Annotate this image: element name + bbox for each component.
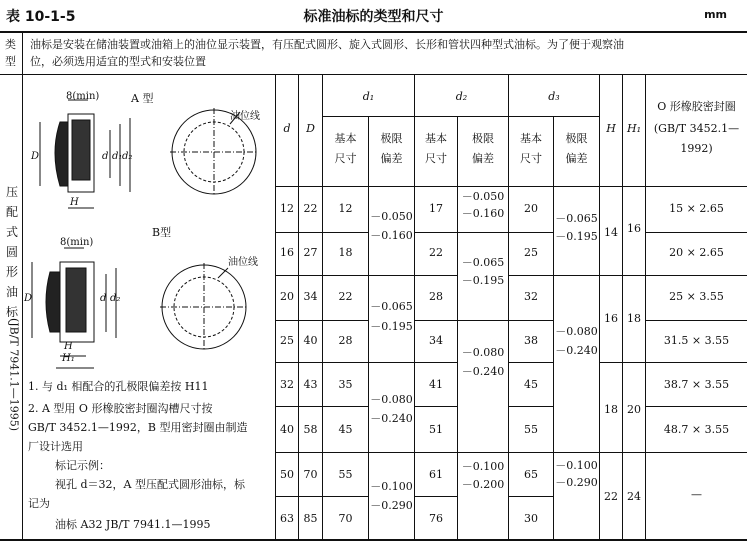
hdr-sub-rule-d1 (322, 116, 599, 117)
d3-tol-lower: －0.240 (555, 344, 598, 357)
cell-d2: 17 (429, 202, 443, 215)
oil-gauge-drawings (20, 82, 280, 382)
col-rule (622, 74, 623, 540)
row-rule (645, 362, 747, 363)
note-line: GB/T 3452.1—1992，B 型用密封圈由制造 (28, 421, 248, 434)
cell-oring: 25 × 3.55 (669, 290, 724, 303)
row-rule (276, 275, 322, 276)
side-label-char: 式 (5, 225, 18, 239)
dim-label-H1-b: H₁ (62, 353, 75, 364)
col-header-d2: d₂ (455, 90, 468, 103)
note-line: 油标 A32 JB/T 7941.1—1995 (55, 518, 211, 531)
row-rule (645, 275, 747, 276)
cell-d3: 65 (524, 468, 538, 481)
row-rule (508, 452, 553, 453)
cell-oring: 20 × 2.65 (669, 246, 724, 259)
cell-H: 18 (604, 403, 618, 416)
type-label-2: 型 (5, 55, 16, 68)
row-rule (276, 362, 322, 363)
cell-d3: 32 (524, 290, 538, 303)
row-rule (322, 452, 368, 453)
row-rule (645, 320, 747, 321)
cell-d2: 34 (429, 334, 443, 347)
cell-d: 12 (280, 202, 294, 215)
cell-D: 40 (303, 334, 318, 347)
row-rule (276, 320, 322, 321)
col-rule (457, 116, 458, 540)
row-rule (508, 320, 553, 321)
note-line: 视孔 d＝32，A 型压配式圆形油标，标 (55, 478, 245, 491)
cell-d3: 20 (524, 202, 538, 215)
d1-tol-lower: －0.240 (370, 412, 413, 425)
note-line: 厂设计选用 (28, 440, 83, 453)
sub-header-basic: 基本 (334, 132, 357, 145)
row-rule (508, 232, 553, 233)
dim-label-d-b: d (100, 293, 107, 304)
hdr-bottom-rule (276, 186, 747, 187)
cell-d: 40 (280, 423, 294, 436)
cell-D: 27 (303, 246, 318, 259)
row-rule (276, 452, 322, 453)
cell-D: 43 (303, 378, 318, 391)
d1-tol-lower: －0.290 (370, 499, 413, 512)
page-title: 标准油标的类型和尺寸 (303, 9, 444, 25)
cell-H1: 18 (627, 312, 641, 325)
cell-H1: 20 (627, 403, 641, 416)
cell-H1: 16 (627, 222, 641, 235)
d1-tol-upper: －0.050 (370, 210, 413, 223)
sub-header-limit: 偏差 (380, 152, 403, 165)
side-label-char: 压 (5, 185, 18, 199)
cell-d3: 25 (524, 246, 538, 259)
d2-tol-lower: －0.240 (461, 365, 505, 378)
group-rule (457, 232, 508, 233)
side-label-char: 油 (5, 285, 18, 299)
dim-label-D-b: D (24, 293, 33, 304)
col-header-d3: d₃ (548, 90, 560, 103)
d2-tol-upper: －0.080 (461, 346, 505, 359)
type-label-1: 类 (5, 38, 16, 51)
dim-label-d1: d₁ (112, 151, 123, 162)
group-rule (553, 452, 599, 453)
sub-header-basic: 基本 (425, 132, 447, 145)
side-label-standard: (JB/T 7941.1—1995) (7, 317, 21, 432)
cell-d3: 38 (524, 334, 538, 347)
dim-label-min: 8(min) (66, 91, 100, 102)
d3-tol-lower: －0.290 (555, 476, 598, 489)
cell-oring: 31.5 × 3.55 (663, 334, 730, 347)
col-header-H1: H₁ (626, 122, 641, 135)
cell-H: 16 (604, 312, 618, 325)
dim-label-d2-b: d₂ (110, 293, 121, 304)
sub-header-basic: 基本 (520, 132, 542, 145)
row-rule (414, 496, 457, 497)
cell-d3: 55 (524, 423, 538, 436)
cell-d: 20 (280, 290, 294, 303)
d3-tol-upper: －0.100 (555, 459, 598, 472)
top-rule (0, 31, 747, 33)
row-rule (414, 320, 457, 321)
oil-line-label-b: 油位线 (228, 257, 258, 268)
row-rule (414, 362, 457, 363)
cell-d2: 51 (429, 423, 443, 436)
unit-label: mm (704, 8, 727, 21)
cell-D: 34 (303, 290, 318, 303)
note-line: 标记示例： (55, 459, 110, 472)
table-number: 表 10-1-5 (6, 9, 76, 25)
cell-oring: 38.7 × 3.55 (663, 378, 730, 391)
col-header-oring: (GB/T 3452.1— (653, 122, 740, 135)
row-rule (322, 320, 368, 321)
row-rule (276, 496, 322, 497)
row-rule (645, 232, 747, 233)
cell-H: 14 (604, 226, 618, 239)
row-rule (414, 232, 457, 233)
sub-header-limit: 极限 (472, 132, 494, 145)
cell-oring: — (691, 488, 702, 501)
cell-H1: 24 (627, 490, 641, 503)
cell-d: 50 (280, 468, 294, 481)
sub-header-limit: 偏差 (565, 152, 588, 165)
col-header-oring: O 形橡胶密封圈 (657, 100, 736, 113)
cell-d: 32 (280, 378, 294, 391)
cell-d1: 55 (338, 468, 353, 481)
row-rule (322, 232, 368, 233)
cell-d2: 76 (429, 512, 443, 525)
row-rule (322, 362, 368, 363)
row-rule (508, 406, 553, 407)
d2-tol-upper: －0.100 (461, 460, 505, 473)
note-line: 2. A 型用 O 形橡胶密封圈沟槽尺寸按 (28, 402, 213, 415)
row-rule (414, 452, 457, 453)
cell-d1: 22 (338, 290, 353, 303)
type-b-label: B型 (152, 226, 172, 239)
d2-tol-upper: －0.065 (461, 256, 505, 269)
type-desc-2: 位，必须选用适宜的型式和安装位置 (30, 55, 206, 68)
sub-header-limit: 极限 (565, 132, 588, 145)
a-type-window (72, 120, 90, 180)
cell-D: 22 (303, 202, 318, 215)
d1-tol-lower: －0.195 (370, 320, 413, 333)
row-rule (508, 275, 553, 276)
d2-tol-lower: －0.195 (461, 274, 505, 287)
d2-tol-lower: －0.160 (461, 207, 505, 220)
d2-tol-upper: －0.050 (461, 190, 505, 203)
dim-label-d: d (102, 151, 109, 162)
cell-H: 22 (604, 490, 618, 503)
type-desc-1: 油标是安装在储油装置或油箱上的油位显示装置，有压配式圆形、旋入式圆形、长形和管状四种型式油标。为了便于观察油 (30, 38, 624, 51)
row-rule (322, 406, 368, 407)
dim-label-H: H (70, 197, 79, 208)
group-rule (553, 275, 599, 276)
a-type-cap (55, 122, 68, 186)
row-rule (508, 362, 553, 363)
dim-label-H-b: H (64, 341, 73, 352)
cell-d1: 35 (338, 378, 353, 391)
row-rule (645, 452, 747, 453)
cell-d1: 70 (338, 512, 353, 525)
d1-tol-upper: －0.080 (370, 393, 413, 406)
group-rule (368, 452, 414, 453)
cell-d1: 45 (338, 423, 353, 436)
note-line: 记为 (28, 497, 50, 510)
col-header-d: d (283, 122, 291, 135)
row-rule (508, 496, 553, 497)
cell-D: 85 (303, 512, 318, 525)
cell-d1: 12 (338, 202, 353, 215)
group-rule (457, 452, 508, 453)
d1-tol-lower: －0.160 (370, 229, 413, 242)
group-rule (457, 320, 508, 321)
cell-d1: 28 (338, 334, 353, 347)
bottom-rule (0, 539, 747, 541)
cell-d: 16 (280, 246, 294, 259)
d1-tol-upper: －0.065 (370, 300, 413, 313)
dim-label-D: D (31, 151, 40, 162)
cell-d3: 45 (524, 378, 538, 391)
oil-line-label: 油位线 (230, 111, 260, 122)
cell-d1: 18 (338, 246, 353, 259)
cell-d: 63 (280, 512, 294, 525)
cell-D: 70 (303, 468, 318, 481)
group-rule (368, 275, 414, 276)
cell-D: 58 (303, 423, 318, 436)
cell-oring: 15 × 2.65 (669, 202, 724, 215)
row-rule (276, 406, 322, 407)
col-header-d1: d₁ (362, 90, 375, 103)
sub-header-basic: 尺寸 (334, 152, 357, 165)
row-rule (322, 275, 368, 276)
row-rule (645, 406, 747, 407)
cell-oring: 48.7 × 3.55 (663, 423, 730, 436)
d3-tol-upper: －0.080 (555, 325, 598, 338)
row-rule (276, 232, 322, 233)
side-label-char: 形 (5, 265, 18, 279)
b-type-window (66, 268, 86, 332)
type-row-rule (0, 74, 747, 75)
b-type-cap (46, 272, 60, 332)
cell-d2: 41 (429, 378, 443, 391)
col-header-oring: 1992) (680, 142, 713, 155)
side-label-char: 配 (5, 205, 18, 219)
type-a-label: A 型 (131, 92, 154, 105)
col-rule (599, 74, 600, 540)
cell-d3: 30 (524, 512, 538, 525)
col-header-H: H (606, 122, 616, 135)
d2-tol-lower: －0.200 (461, 478, 505, 491)
side-label-char: 圆 (5, 245, 18, 259)
col-header-D: D (306, 122, 315, 135)
cell-d2: 28 (429, 290, 443, 303)
row-rule (414, 406, 457, 407)
cell-d2: 22 (429, 246, 443, 259)
sub-header-limit: 偏差 (472, 152, 494, 165)
cell-d: 25 (280, 334, 294, 347)
row-rule (414, 275, 457, 276)
table-header (0, 0, 747, 32)
cell-d2: 61 (429, 468, 443, 481)
sub-header-limit: 极限 (380, 132, 403, 145)
sub-header-basic: 尺寸 (425, 152, 447, 165)
note-line: 1. 与 d₁ 相配合的孔极限偏差按 H11 (28, 380, 209, 393)
dim-label-d2: d₂ (122, 151, 133, 162)
d1-tol-upper: －0.100 (370, 480, 413, 493)
sub-header-basic: 尺寸 (520, 152, 542, 165)
d3-tol-upper: －0.065 (555, 212, 598, 225)
dim-label-min-b: 8(min) (60, 237, 94, 248)
side-label-char: 标 (5, 305, 18, 319)
d3-tol-lower: －0.195 (555, 230, 598, 243)
row-rule (322, 496, 368, 497)
group-rule (368, 362, 414, 363)
